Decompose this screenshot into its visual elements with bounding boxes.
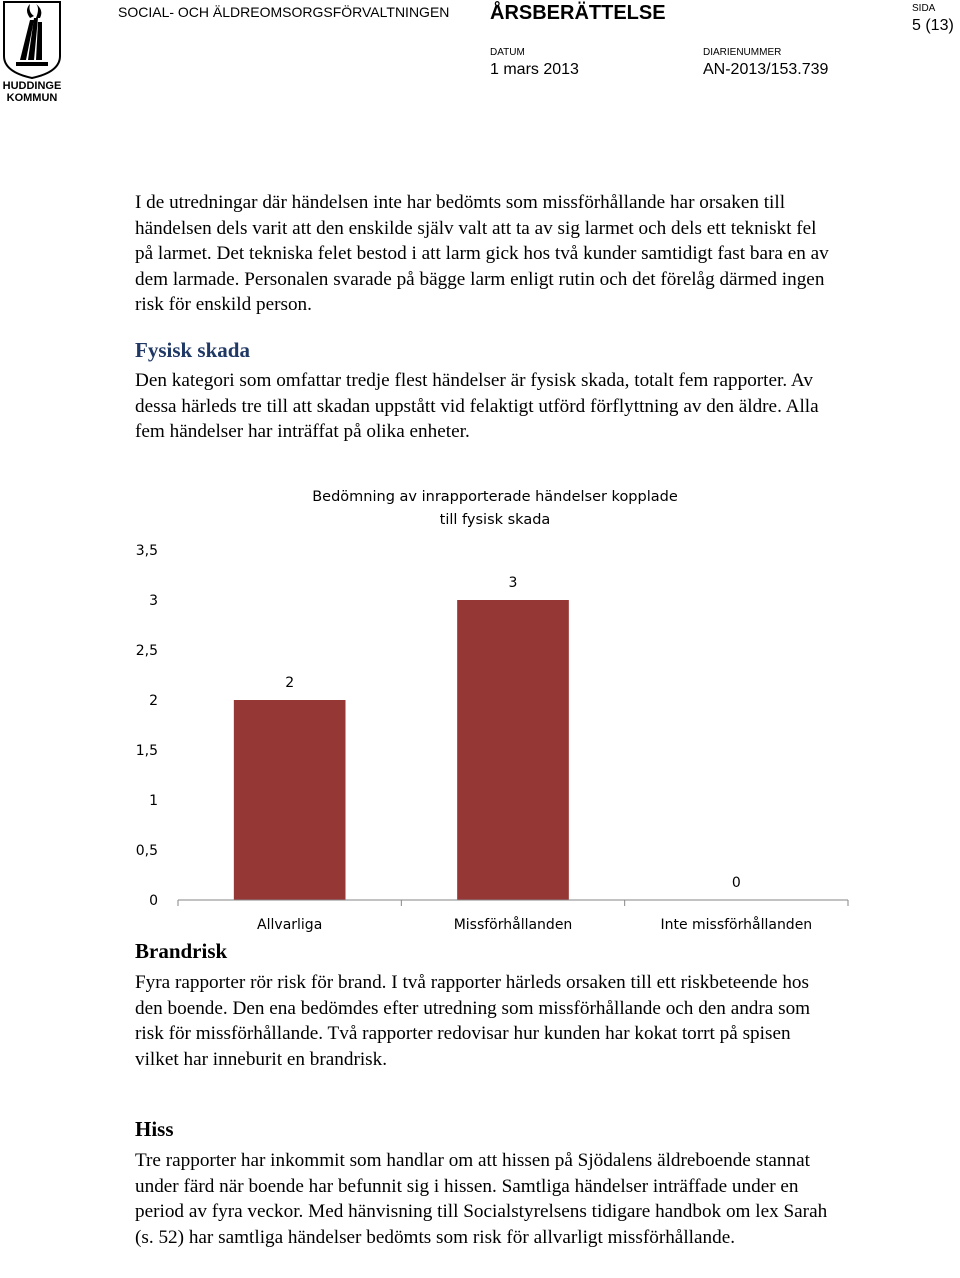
hiss-paragraph: Tre rapporter har inkommit som handlar om att hissen på Sjödalens äldreboende stannat under färd när boende har befunnit sig i hissen. Samtliga händelser inträffade under en period av fyra veckor. Med hänvisning till Socialstyrelsens tidigare handbok om lex Sarah (s. 52) har samtliga händelser bedömts som risk för allvarligt missförhållande. xyxy=(135,1150,828,1248)
date-value: 1 mars 2013 xyxy=(490,61,579,78)
intro-paragraph: I de utredningar där händelsen inte har bedömts som missförhållande har orsaken till händelsen dels varit att den enskilde själv valt att ta av sig larmet och dels ett tekniskt fel på larmet. Det tekniska felet bestod i att larm gick hos två kunder samtidigt fast bara en av dem larmade. Personalen svarade på bägge larm enligt rutin och det förelåg därmed ingen risk för enskild person. xyxy=(135,192,829,316)
x-category-label: Inte missförhållanden xyxy=(660,917,813,933)
page-number: 5 (13) xyxy=(912,17,954,34)
section-heading-brandrisk: Brandrisk xyxy=(135,939,228,963)
chart-title-line-2: till fysisk skada xyxy=(439,512,551,528)
section-heading-fysisk-skada: Fysisk skada xyxy=(135,338,250,362)
flame-crest-icon xyxy=(0,0,64,80)
date-label: DATUM xyxy=(490,47,525,58)
y-tick-label: 0,5 xyxy=(135,843,158,859)
fysisk-skada-paragraph: Den kategori som omfattar tredje flest händelser är fysisk skada, totalt fem rapporter. Av dessa härleds tre till att skadan uppstått vid felaktigt utförd förflyttning av den äldre. Alla fem händelser har inträffat på olika enheter. xyxy=(135,370,819,443)
data-label: 3 xyxy=(508,575,518,591)
registration-number-label: DIARIENUMMER xyxy=(703,47,782,58)
y-tick-label: 0 xyxy=(149,893,158,909)
y-tick-label: 2 xyxy=(149,693,158,709)
y-tick-label: 2,5 xyxy=(135,643,158,659)
data-label: 0 xyxy=(731,875,741,891)
data-label: 2 xyxy=(285,675,295,691)
x-category-label: Missförhållanden xyxy=(453,917,573,933)
x-category-label: Allvarliga xyxy=(257,917,323,933)
brandrisk-paragraph: Fyra rapporter rör risk för brand. I två rapporter härleds orsaken till ett riskbeteende hos den boende. Den ena bedömdes efter utredning som missförhållande och den andra som risk för missförhållande. Två rapporter redovisar hur kunden har kokat torrt på spisen vilket har inneburit en brandrisk. xyxy=(135,972,811,1070)
y-tick-label: 1,5 xyxy=(135,743,158,759)
y-tick-label: 3,5 xyxy=(135,543,158,559)
bar-chart xyxy=(0,470,960,940)
registration-number-value: AN-2013/153.739 xyxy=(703,61,829,78)
y-tick-label: 3 xyxy=(149,593,158,609)
department-name: SOCIAL- OCH ÄLDREOMSORGSFÖRVALTNINGEN xyxy=(118,4,450,20)
bar xyxy=(457,600,569,900)
y-tick-label: 1 xyxy=(149,793,158,809)
section-heading-hiss: Hiss xyxy=(135,1117,174,1141)
logo-text: HUDDINGE KOMMUN xyxy=(2,80,62,104)
municipality-logo xyxy=(0,0,64,108)
bar xyxy=(234,700,346,900)
document-type: ÅRSBERÄTTELSE xyxy=(490,2,666,24)
chart-title-line-1: Bedömning av inrapporterade händelser kopplade xyxy=(312,489,678,505)
page-label: SIDA xyxy=(912,3,936,14)
